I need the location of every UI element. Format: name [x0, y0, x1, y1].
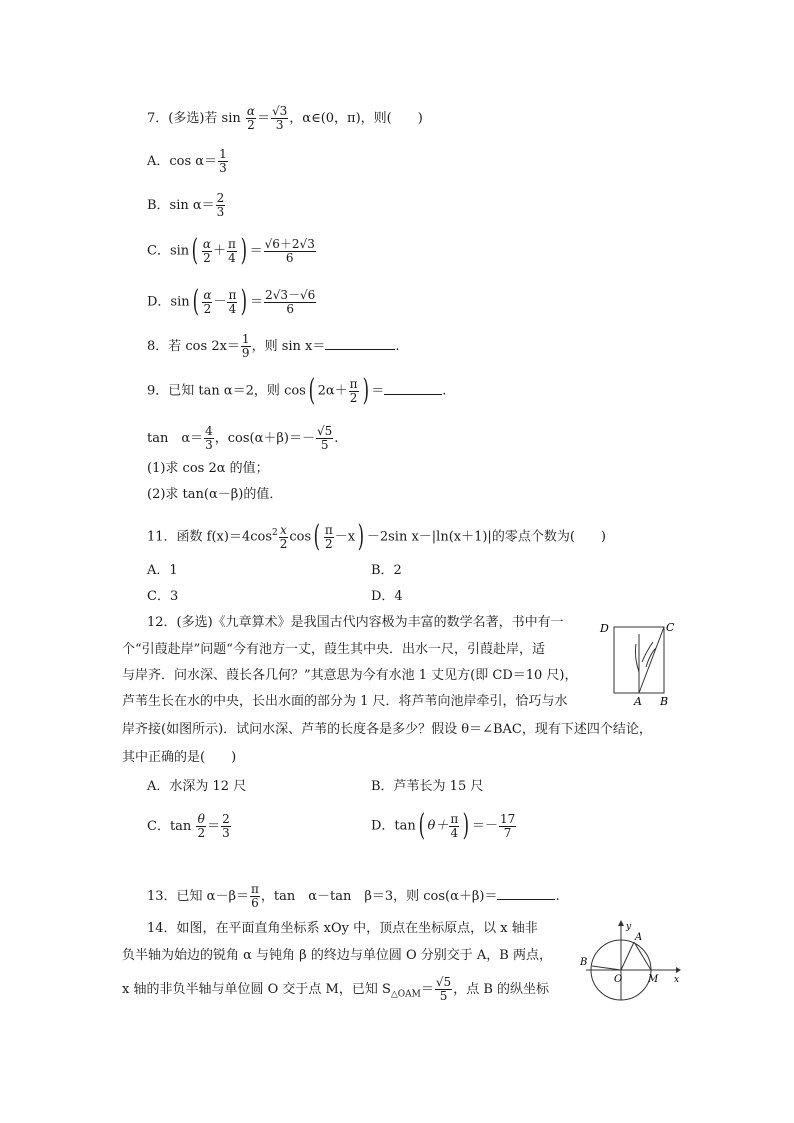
q11-option-c: C．3 [147, 589, 179, 604]
label-m: M [648, 974, 659, 985]
period: . [395, 339, 400, 354]
label-b: B [580, 957, 588, 968]
equals: ＝－ [471, 818, 498, 834]
fraction [221, 813, 231, 840]
fraction [196, 813, 206, 840]
fraction [499, 813, 516, 840]
label-o: O [614, 974, 623, 985]
q11-stem: 11．函数 $f(x)=4\cos^2$ $\frac{x}{2}$ cos( $\frac{\pi}{2}$ －x) －2sin x－|ln(x＋1)|的零点个数为( ) [147, 519, 606, 554]
fraction [216, 192, 226, 219]
numerator: √3 [272, 104, 288, 118]
numerator: √5 [435, 975, 452, 989]
label-b: B [660, 695, 669, 706]
option-label: A．cos α＝ [147, 154, 218, 169]
q12-line-6: 其中正确的是( ) [122, 750, 237, 765]
numerator: 2 [216, 191, 225, 205]
q11-option-a: A．1 [147, 563, 178, 578]
equals: ＝ [250, 294, 264, 310]
fraction [218, 148, 228, 175]
label-x: x [674, 975, 680, 985]
fraction [349, 378, 359, 405]
option-label: C．sin [147, 243, 190, 259]
denominator: 6 [264, 302, 316, 316]
label-d: D [600, 622, 609, 635]
q11-cos: cos [289, 529, 312, 545]
q14-line-3 [122, 976, 549, 1004]
q11-option-d: D．4 [371, 589, 403, 604]
equals: ＝ [420, 982, 434, 997]
q12-option-a: A．水深为 12 尺 [147, 779, 247, 794]
q8-text: 8．若 cos 2x＝ [147, 339, 240, 354]
answer-blank[interactable] [325, 337, 395, 350]
fraction [202, 238, 212, 265]
period: . [555, 889, 560, 904]
denominator: 3 [219, 161, 227, 175]
numerator: π [324, 522, 333, 537]
numerator: π [228, 236, 236, 251]
q14-line-1: 14．如图，在平面直角坐标系 xOy 中，顶点在坐标原点，以 x 轴非 [147, 921, 538, 936]
denominator: 3 [222, 826, 230, 840]
q12-line-2: 个“引葭赴岸”问题“今有池方一丈，葭生其中央．出水一尺，引葭赴岸，适 [122, 642, 545, 657]
q12-option-c [147, 813, 232, 840]
numerator: 4 [205, 424, 213, 438]
fraction [435, 976, 452, 1003]
q12-option-b: B．芦苇长为 15 尺 [371, 779, 484, 794]
q9-inner: 2α＋ [317, 383, 348, 399]
numerator: 1 [241, 332, 250, 346]
minus: － [213, 294, 227, 310]
fraction [264, 238, 316, 265]
q12-pond-figure [598, 612, 680, 706]
fraction [449, 813, 459, 840]
denominator: 2 [197, 826, 206, 840]
denominator: 2 [203, 301, 212, 316]
denominator: 5 [435, 989, 452, 1003]
fraction [246, 105, 256, 132]
q14-unit-circle-figure [578, 918, 684, 1002]
numerator: π [228, 287, 237, 302]
period: . [334, 431, 339, 446]
q14-line-2: 负半轴为始边的锐角 α 与钝角 β 的终边与单位圆 O 分别交于 A，B 两点， [122, 948, 552, 963]
numerator: 2 [222, 812, 230, 826]
q11-inner: －x [334, 529, 356, 545]
q9: 9．已知 tan α＝2，则 cos( 2α＋ $\frac{\pi}{2}$ ) ＝ . [147, 373, 447, 408]
denominator: 2 [325, 536, 333, 551]
q12-line-3: 与岸齐．问水深、葭长各几何？”其意思为今有水池 1 丈见方(即 CD＝10 尺)， [122, 668, 578, 683]
q12-line-1: 12．(多选)《九章算术》是我国古代内容极为丰富的数学名著，书中有一 [147, 615, 564, 630]
numerator: 2√3－√6 [265, 287, 316, 302]
subscript: △OAM [390, 989, 421, 1000]
option-label: D．tan [371, 818, 416, 834]
fraction [204, 425, 214, 452]
q13 [147, 883, 560, 910]
q10-given [147, 425, 338, 452]
q8 [147, 333, 400, 360]
q7-option-c: C．sin( $\frac{\alpha}{2}$ ＋ $\frac{\pi}{4}$ ) ＝ $\frac{√6+2√3}{6}$ [147, 233, 315, 268]
period: . [442, 383, 447, 399]
label-a: A [634, 695, 642, 706]
denominator: 3 [271, 118, 288, 132]
numerator: 17 [499, 811, 516, 826]
answer-blank[interactable] [497, 887, 555, 900]
option-label: C．tan [147, 819, 192, 834]
q11-text-tail: －2sin x－|ln(x＋1)|的零点个数为( ) [366, 529, 606, 545]
numerator: θ [197, 812, 205, 826]
denominator: 3 [216, 205, 225, 219]
answer-blank[interactable] [384, 382, 442, 395]
option-label: B．sin α＝ [147, 198, 215, 213]
numerator: π [250, 882, 259, 896]
inner-expr: θ＋ [427, 818, 449, 834]
fraction [241, 333, 251, 360]
denominator: 4 [450, 825, 459, 840]
numerator: π [450, 811, 459, 826]
q8-text-tail: ，则 sin x＝ [251, 339, 326, 354]
fraction [250, 883, 260, 910]
fraction [227, 238, 237, 265]
equals: ＝ [207, 819, 221, 834]
q11-text: 11．函数 f(x)＝4cos [147, 529, 273, 545]
denominator: 9 [241, 346, 250, 360]
q12-line-5: 岸齐接(如图所示)．试问水深、芦苇的长度各是多少？假设 θ＝∠BAC，现有下述四个结论， [122, 722, 652, 737]
q12-line-4: 芦苇生长在水的中央，长出水面的部分为 1 尺．将芦苇向池岸牵引，恰巧与水 [122, 694, 568, 709]
equals: ＝ [371, 383, 385, 399]
q13-text-tail: ，tan α－tan β＝3，则 cos(α＋β)＝ [260, 889, 498, 904]
equals: ＝ [249, 243, 263, 259]
numerator: x [280, 522, 287, 537]
equals: ＝ [257, 111, 271, 126]
label-a: A [635, 932, 643, 943]
q9-text: 9．已知 tan α＝2，则 cos [147, 383, 306, 399]
q7-option-a [147, 148, 229, 175]
q10-part-2: (2)求 tan(α－β)的值． [147, 487, 283, 502]
plus: ＋ [212, 243, 226, 259]
q7-option-d: D．sin( $\frac{\alpha}{2}$ － $\frac{\pi}{4}$ ) ＝ $\frac{2√3-√6}{6}$ [147, 284, 316, 319]
q12-option-d: D．tan( θ＋ $\frac{\pi}{4}$ ) ＝－ $\frac{17}{7}$ [371, 808, 516, 843]
q11-option-b: B．2 [371, 563, 402, 578]
numerator: α [203, 287, 212, 302]
q14-text: x 轴的非负半轴与单位圆 O 交于点 M，已知 S [122, 982, 391, 997]
label-c: C [666, 621, 675, 634]
q7-stem-tail: ，α∈(0，π)，则( ) [289, 111, 423, 126]
fraction [271, 105, 288, 132]
denominator: 2 [349, 390, 358, 405]
q10-part-1: (1)求 cos 2α 的值； [147, 461, 269, 476]
numerator: α [202, 236, 211, 251]
q7-stem-text: 7．(多选)若 sin [147, 111, 245, 126]
superscript: 2 [272, 528, 278, 539]
fraction [324, 524, 334, 551]
denominator: 6 [264, 251, 316, 265]
denominator: 2 [203, 250, 211, 265]
q10-text: tan α＝ [147, 431, 204, 446]
denominator: 4 [228, 250, 236, 265]
fraction [264, 289, 316, 316]
denominator: 6 [251, 896, 259, 910]
fraction [316, 425, 333, 452]
q13-text: 13．已知 α－β＝ [147, 889, 249, 904]
q14-text-tail: ，点 B 的纵坐标 [453, 982, 550, 997]
denominator: 2 [279, 536, 288, 551]
numerator: α [246, 104, 255, 118]
q7-stem [147, 105, 423, 132]
numerator: π [349, 376, 358, 391]
fraction [279, 524, 289, 551]
denominator: 5 [316, 438, 333, 452]
numerator: √6＋2√3 [264, 236, 315, 251]
label-y: y [626, 922, 632, 932]
q7-option-b [147, 192, 226, 219]
denominator: 7 [499, 826, 516, 840]
denominator: 4 [228, 301, 237, 316]
numerator: 1 [219, 147, 227, 161]
numerator: √5 [317, 424, 333, 438]
option-label: D．sin [147, 294, 190, 310]
q10-text-mid: ，cos(α＋β)＝－ [214, 431, 315, 446]
fraction [227, 289, 237, 316]
denominator: 3 [205, 438, 213, 452]
denominator: 2 [247, 118, 255, 132]
fraction [202, 289, 212, 316]
